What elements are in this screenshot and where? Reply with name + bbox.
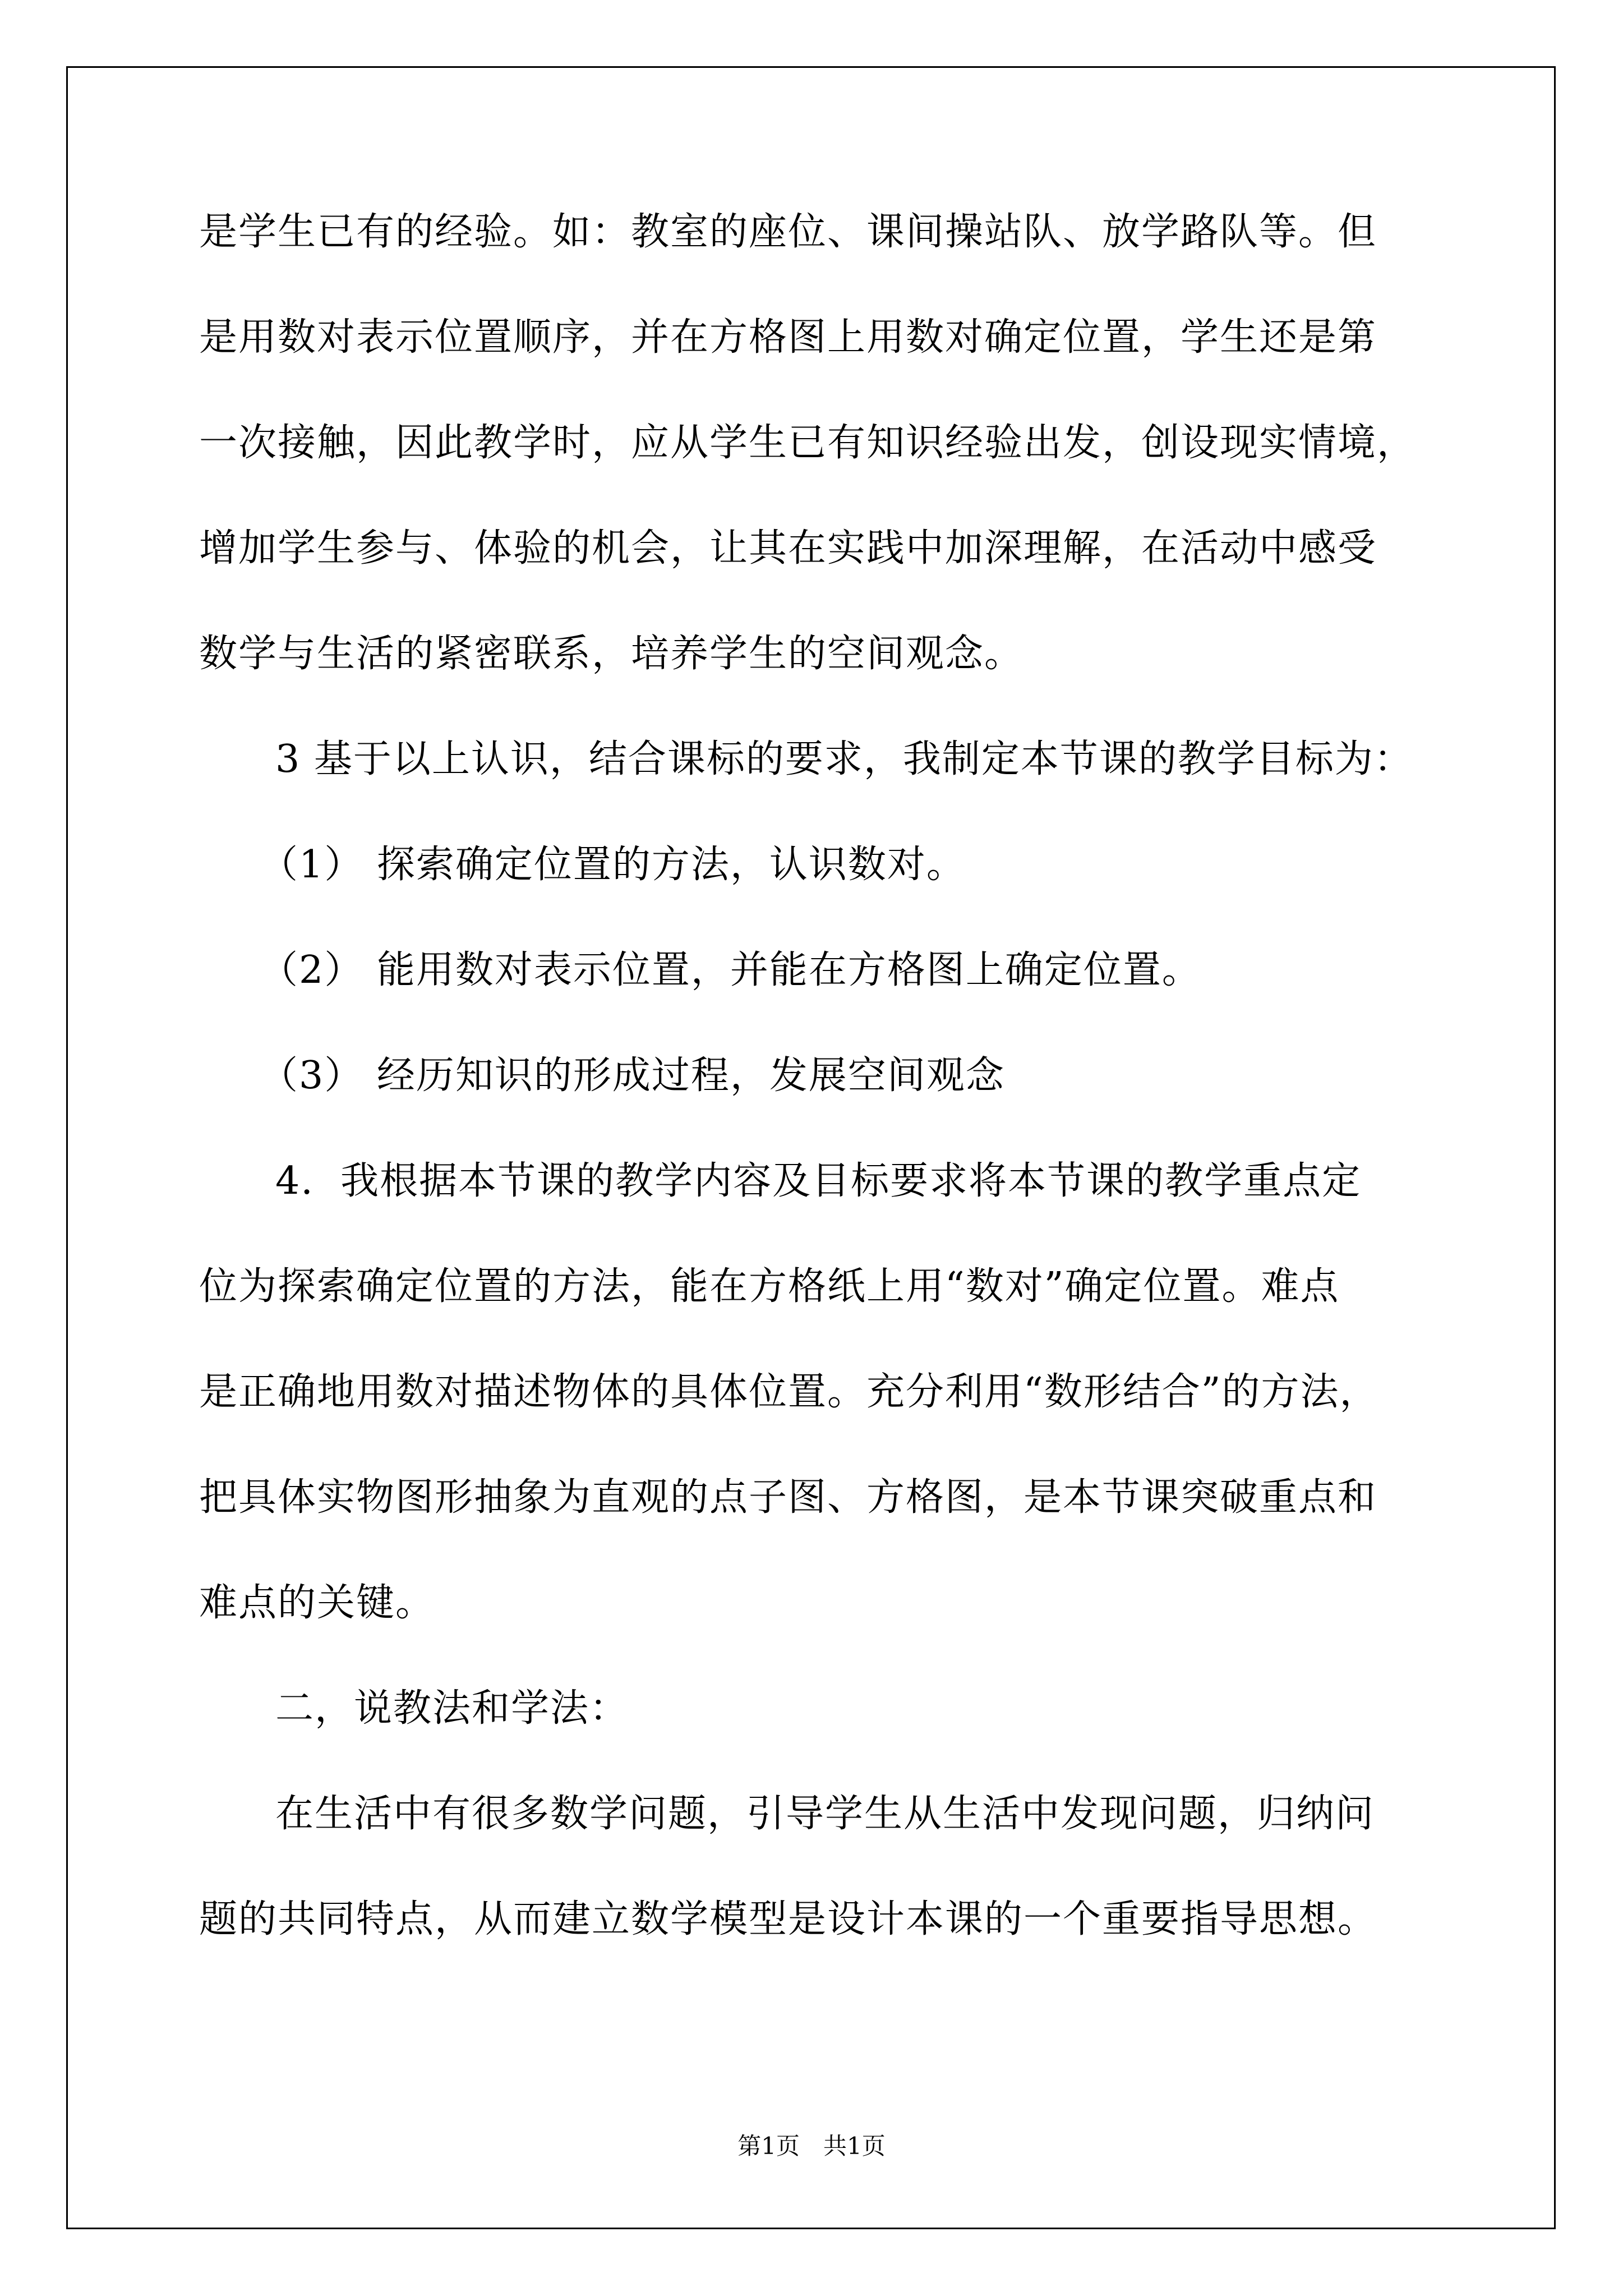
section-heading: 二，说教法和学法： — [275, 1686, 629, 1731]
text-line: 数学与生活的紧密联系，培养学生的空间观念。 — [199, 632, 1024, 676]
text-line: 把具体实物图形抽象为直观的点子图、方格图，是本节课突破重点和 — [199, 1475, 1377, 1520]
text-line: 3 基于以上认识，结合课标的要求，我制定本节课的教学目标为： — [275, 737, 1413, 781]
text-line: 难点的关键。 — [199, 1581, 435, 1625]
text-line: 在生活中有很多数学问题，引导学生从生活中发现问题，归纳问 — [275, 1792, 1375, 1836]
list-item: （1） 探索确定位置的方法，认识数对。 — [260, 843, 966, 887]
text-line: 是学生已有的经验。如：教室的座位、课间操站队、放学路队等。但 — [199, 210, 1377, 254]
text-line: 一次接触，因此教学时，应从学生已有知识经验出发，创设现实情境， — [199, 421, 1417, 465]
text-line: 是正确地用数对描述物体的具体位置。充分利用“数形结合”的方法， — [199, 1370, 1379, 1414]
text-line: 4. 我根据本节课的教学内容及目标要求将本节课的教学重点定 — [275, 1159, 1362, 1203]
text-line: 是用数对表示位置顺序，并在方格图上用数对确定位置，学生还是第 — [199, 315, 1377, 360]
list-item: （3） 经历知识的形成过程，发展空间观念 — [260, 1053, 1005, 1098]
text-line: 题的共同特点，从而建立数学模型是设计本课的一个重要指导思想。 — [199, 1897, 1377, 1941]
text-line: 位为探索确定位置的方法，能在方格纸上用“数对”确定位置。难点 — [199, 1264, 1340, 1309]
text-line: 增加学生参与、体验的机会，让其在实践中加深理解，在活动中感受 — [199, 526, 1377, 570]
page-footer: 第1页 共1页 — [737, 2132, 886, 2160]
list-item: （2） 能用数对表示位置，并能在方格图上确定位置。 — [260, 948, 1201, 992]
